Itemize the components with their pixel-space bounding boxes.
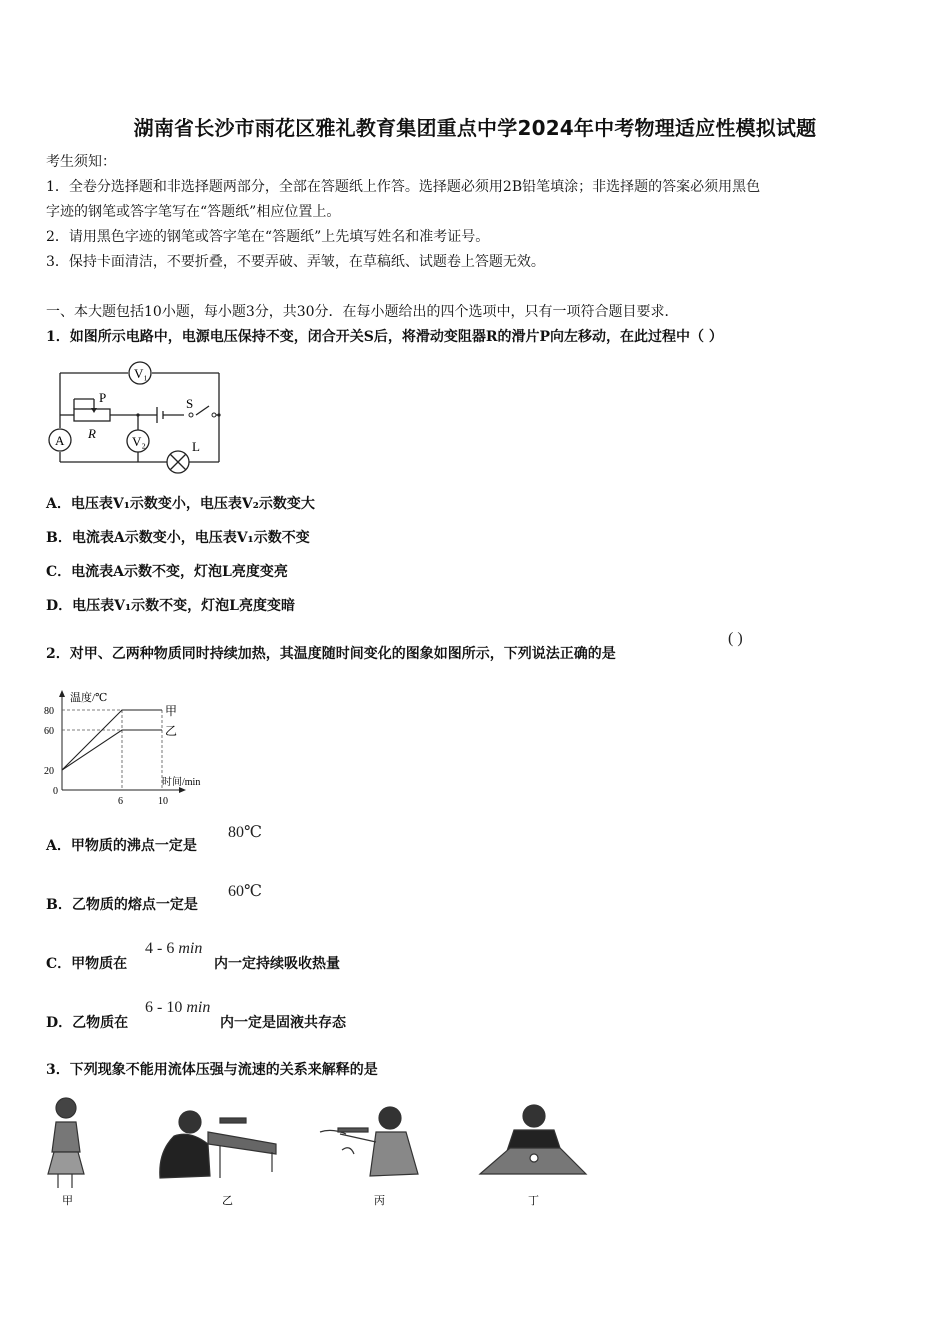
series-line-0	[62, 710, 162, 770]
notice-item-3: 3．保持卡面清洁，不要折叠，不要弄破、弄皱，在草稿纸、试题卷上答题无效。	[46, 254, 545, 270]
y-tick-60: 60	[44, 726, 54, 737]
q1-stem: 1．如图所示电路中，电源电压保持不变，闭合开关S后，将滑动变阻器R的滑片P向左移动，在此过程中（ ）	[46, 329, 723, 345]
series-line-1	[62, 730, 162, 770]
q2-option-c-range	[145, 940, 202, 958]
series-label-1: 乙	[165, 724, 178, 738]
illustration-jia	[48, 1098, 84, 1188]
y-axis-label: 温度/℃	[70, 692, 108, 704]
q2-option-b-value: 60℃	[228, 883, 262, 900]
x-tick-6: 6	[118, 796, 123, 807]
x-axis-label: 时间/min	[162, 777, 201, 788]
illustration-bing	[320, 1107, 418, 1176]
q2-option-c-label: C．甲物质在	[46, 956, 128, 972]
q3-stem: 3．下列现象不能用流体压强与流速的关系来解释的是	[46, 1062, 378, 1078]
q2-option-d-tail: 内一定是固液共存态	[220, 1015, 346, 1031]
q2-option-d-range-unit: min	[186, 999, 211, 1016]
section-heading: 一、本大题包括10小题，每小题3分，共30分．在每小题给出的四个选项中，只有一项符合题目要求．	[46, 304, 679, 320]
y-tick-80: 80	[44, 706, 54, 717]
q2-option-d-range-num: 6 - 10	[145, 999, 183, 1016]
notice-item-2: 2．请用黑色字迹的钢笔或答字笔在“答题纸”上先填写姓名和准考证号。	[46, 229, 490, 245]
a-label: A	[55, 433, 65, 448]
q2-option-d-label: D．乙物质在	[46, 1015, 129, 1031]
notice-item-1: 1．全卷分选择题和非选择题两部分，全部在答题纸上作答。选择题必须用2B铅笔填涂；非选择题的答案必须用黑色	[46, 179, 761, 195]
q1-option-c: C．电流表A示数不变，灯泡L亮度变亮	[46, 564, 288, 580]
q2-answer-paren: ( )	[728, 630, 743, 647]
q2-option-b-label: B．乙物质的熔点一定是	[46, 897, 198, 913]
q2-option-c-tail: 内一定持续吸收热量	[214, 956, 340, 972]
q2-option-a	[46, 835, 197, 857]
caption-yi: 乙	[222, 1195, 233, 1207]
notice-item-1-cont: 字迹的钢笔或答字笔写在“答题纸”相应位置上。	[46, 204, 341, 220]
q2-temperature-chart	[40, 682, 230, 807]
y-tick-20: 20	[44, 766, 54, 777]
q1-option-b: B．电流表A示数变小，电压表V₁示数不变	[46, 530, 310, 546]
q1-option-a: A．电压表V₁示数变小，电压表V₂示数变大	[46, 496, 315, 512]
caption-jia: 甲	[62, 1195, 73, 1207]
p-label: P	[99, 390, 107, 405]
r-label: R	[88, 426, 96, 441]
illustration-yi	[160, 1111, 276, 1178]
exam-title: 湖南省长沙市雨花区雅礼教育集团重点中学2024年中考物理适应性模拟试题	[133, 116, 817, 140]
x-tick-10: 10	[158, 796, 168, 807]
q2-option-d-range	[145, 999, 210, 1017]
q2-option-b	[46, 894, 198, 916]
l-label: L	[192, 439, 200, 454]
caption-ding: 丁	[528, 1195, 539, 1207]
q2-stem: 2．对甲、乙两种物质同时持续加热，其温度随时间变化的图象如图所示，下列说法正确的是	[46, 646, 616, 662]
q2-option-a-value: 80℃	[228, 824, 262, 841]
series-label-0: 甲	[165, 704, 178, 718]
q2-option-c-range-unit: min	[178, 940, 203, 957]
v2-label: V₂	[132, 434, 146, 449]
notice-heading: 考生须知：	[46, 154, 116, 170]
illustration-ding	[480, 1105, 586, 1174]
q3-illustrations	[40, 1092, 590, 1212]
caption-bing: 丙	[374, 1195, 385, 1207]
q2-option-c-range-num: 4 - 6	[145, 940, 175, 957]
q1-circuit-figure	[44, 358, 234, 480]
v1-label: V₁	[134, 366, 148, 381]
q2-option-a-label: A．甲物质的沸点一定是	[46, 838, 197, 854]
s-label: S	[186, 396, 194, 411]
q1-option-d: D．电压表V₁示数不变，灯泡L亮度变暗	[46, 598, 295, 614]
origin-label: 0	[53, 786, 58, 797]
